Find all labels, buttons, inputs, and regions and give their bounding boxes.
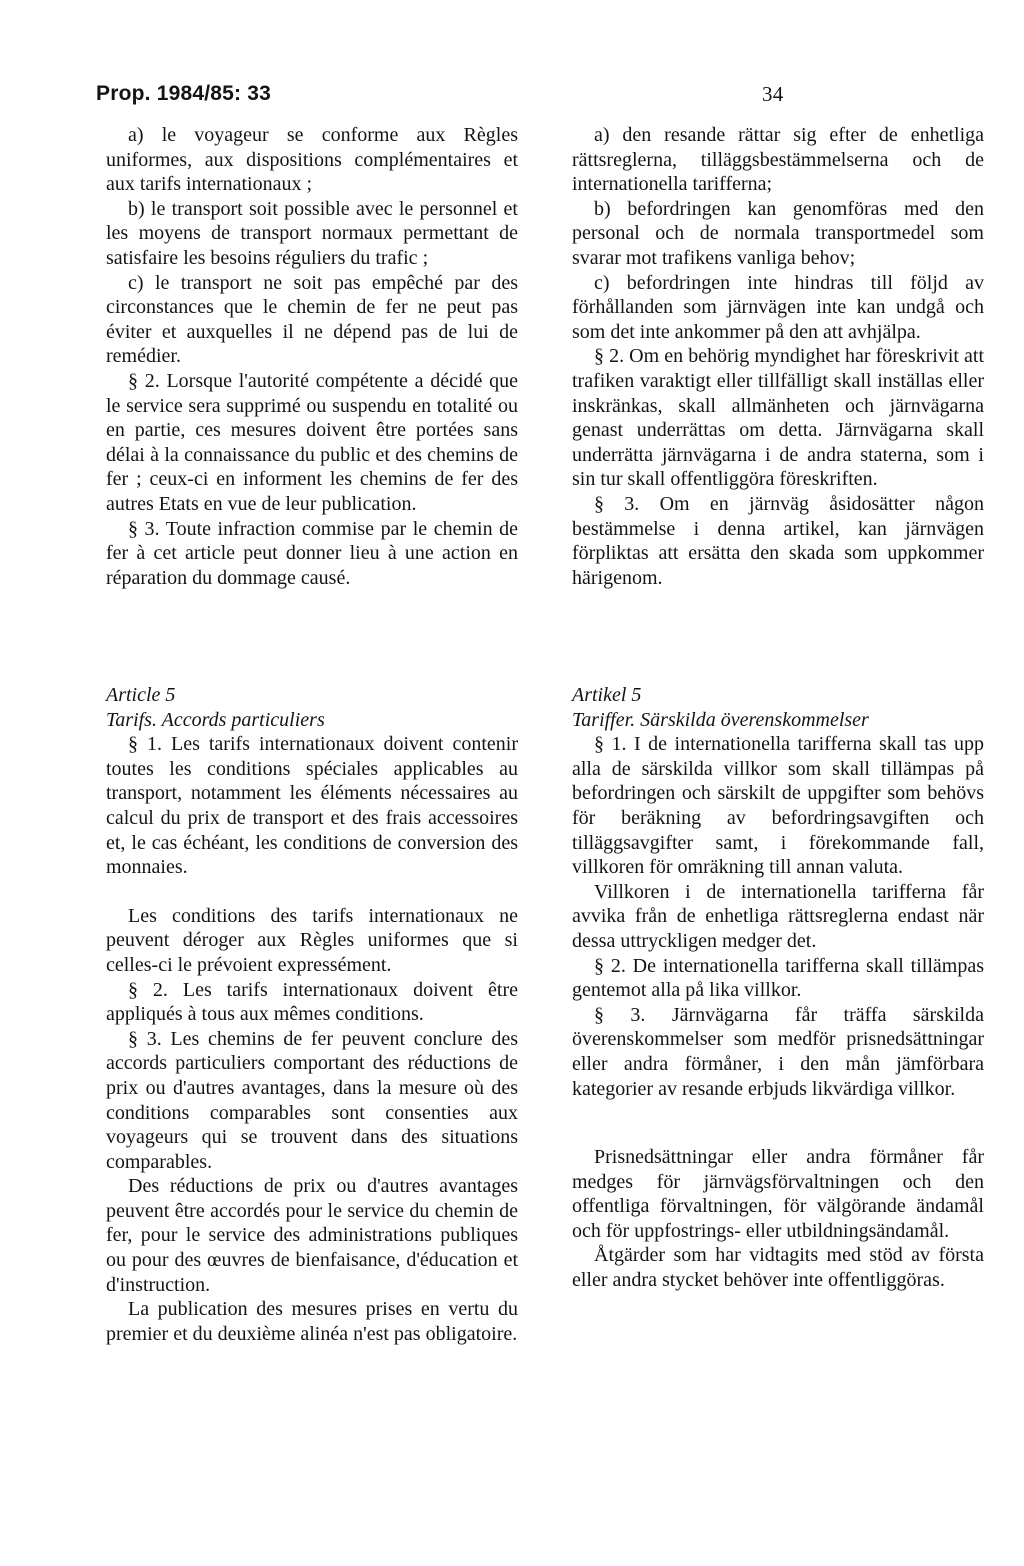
french-item-a: a) le voyageur se conforme aux Règles uniformes, aux dispositions complémentaires et aux tarifs internationaux ; [106, 124, 518, 196]
swedish-item-a: a) den resande rättar sig efter de enhetliga rättsreglerna, tilläggsbestämmelserna och de internationella tarifferna; [572, 124, 984, 196]
swedish-article-title: Artikel 5 [572, 684, 642, 706]
swedish-article5-paragraph-1: § 1. I de internationella tarifferna skall tas upp alla de särskilda villkor som skall tillämpas på befordringen och särskilt de uppgifter som behövs för beräkning av befordringsavgiften och tilläggsavgifter samt, i förekommande fall, villkoren för omräkning till annan valuta. [572, 733, 984, 879]
swedish-item-b: b) befordringen kan genomföras med den personal och de normala transportmedel som svarar mot trafikens vanliga behov; [572, 197, 984, 269]
french-article-subtitle: Tarifs. Accords particuliers [106, 708, 325, 731]
swedish-paragraph-2: § 2. Om en behörig myndighet har föreskrivit att trafiken varaktigt eller tillfälligt skall inställas eller inskränkas, skall allmänheten och järnvägarna genast underrättas om detta. Järnvägarna skall underrätta järnvägarna i de andra staterna, som i sin tur skall offentliggöra föreskriften. [572, 345, 984, 491]
swedish-paragraph-3: § 3. Om en järnväg åsidosätter någon bestämmelse i denna artikel, kan järnvägen förpliktas att ersätta den skada som uppkommer härigenom. [572, 492, 984, 589]
french-article-title: Article 5 [106, 684, 176, 706]
french-item-c: c) le transport ne soit pas empêché par des circonstances que le chemin de fer ne peut pas éviter et auxquelles il ne dépend pas de lui de remédier. [106, 271, 518, 368]
french-article5-paragraph-3b: Des réductions de prix ou d'autres avantages peuvent être accordés pour le service du chemin de fer, pour le service des administrations publiques ou pour des œuvres de bienfaisance, d'éducation et d'instruction. [106, 1175, 518, 1296]
swedish-article-5 [572, 683, 984, 1293]
french-item-b: b) le transport soit possible avec le personnel et les moyens de transport normaux permettant de satisfaire les besoins réguliers du trafic ; [106, 197, 518, 269]
french-paragraph-2: § 2. Lorsque l'autorité compétente a décidé que le service sera supprimé ou suspendu en totalité ou en partie, ces mesures doivent être portées sans délai à la connaissance du public et des chemins de fer ; ceux-ci en informent les chemins de fer des autres Etats en vue de leur publication. [106, 369, 518, 515]
french-top-section [106, 123, 518, 590]
french-article5-paragraph-2: § 2. Les tarifs internationaux doivent être appliqués à tous aux mêmes conditions. [106, 978, 518, 1026]
french-paragraph-3: § 3. Toute infraction commise par le chemin de fer à cet article peut donner lieu à une action en réparation du dommage causé. [106, 517, 518, 589]
swedish-item-c: c) befordringen inte hindras till följd av förhållanden som järnvägen inte kan undgå och som det inte ankommer på den att avhjälpa. [572, 271, 984, 343]
swedish-top-section [572, 123, 984, 590]
swedish-article5-paragraph-3: § 3. Järnvägarna får träffa särskilda överenskommelser som medför prisnedsättningar eller andra förmåner, i den mån jämförbara kategorier av resande erbjuds likvärdiga villkor. [572, 1003, 984, 1100]
french-article5-paragraph-3: § 3. Les chemins de fer peuvent conclure des accords particuliers comportant des réductions de prix ou d'autres avantages, dans la mesure où des conditions comparables sont consenties aux voyageurs qui se trouvent dans des situations comparables. [106, 1027, 518, 1173]
french-article5-paragraph-3c: La publication des mesures prises en vertu du premier et du deuxième alinéa n'est pas obligatoire. [106, 1298, 518, 1345]
swedish-article5-paragraph-2: § 2. De internationella tarifferna skall tillämpas gentemot alla på lika villkor. [572, 954, 984, 1002]
swedish-article5-paragraph-3b: Prisnedsättningar eller andra förmåner får medges för järnvägsförvaltningen och den offentliga förvaltningen, för välgörande ändamål och för uppfostrings- eller utbildningsändamål. [572, 1146, 984, 1242]
page-header-left: Prop. 1984/85: 33 [96, 82, 271, 105]
french-article-5 [106, 683, 518, 1346]
french-article5-paragraph-1b: Les conditions des tarifs internationaux ne peuvent déroger aux Règles uniformes que si celles-ci le prévoient expressément. [106, 904, 518, 976]
swedish-article5-paragraph-3c: Åtgärder som har vidtagits med stöd av första eller andra stycket behöver inte offentliggöras. [572, 1244, 984, 1292]
page-number: 34 [762, 82, 784, 106]
swedish-article-subtitle: Tariffer. Särskilda överenskommelser [572, 708, 869, 731]
french-article5-paragraph-1: § 1. Les tarifs internationaux doivent contenir toutes les conditions spéciales applicables au transport, notamment les éléments nécessaires au calcul du prix de transport et des frais accessoires et, le cas échéant, les conditions de conversion des monnaies. [106, 733, 518, 879]
swedish-article5-paragraph-1b: Villkoren i de internationella tarifferna får avvika från de enhetliga rättsreglerna endast när dessa uttryckligen medger det. [572, 880, 984, 952]
